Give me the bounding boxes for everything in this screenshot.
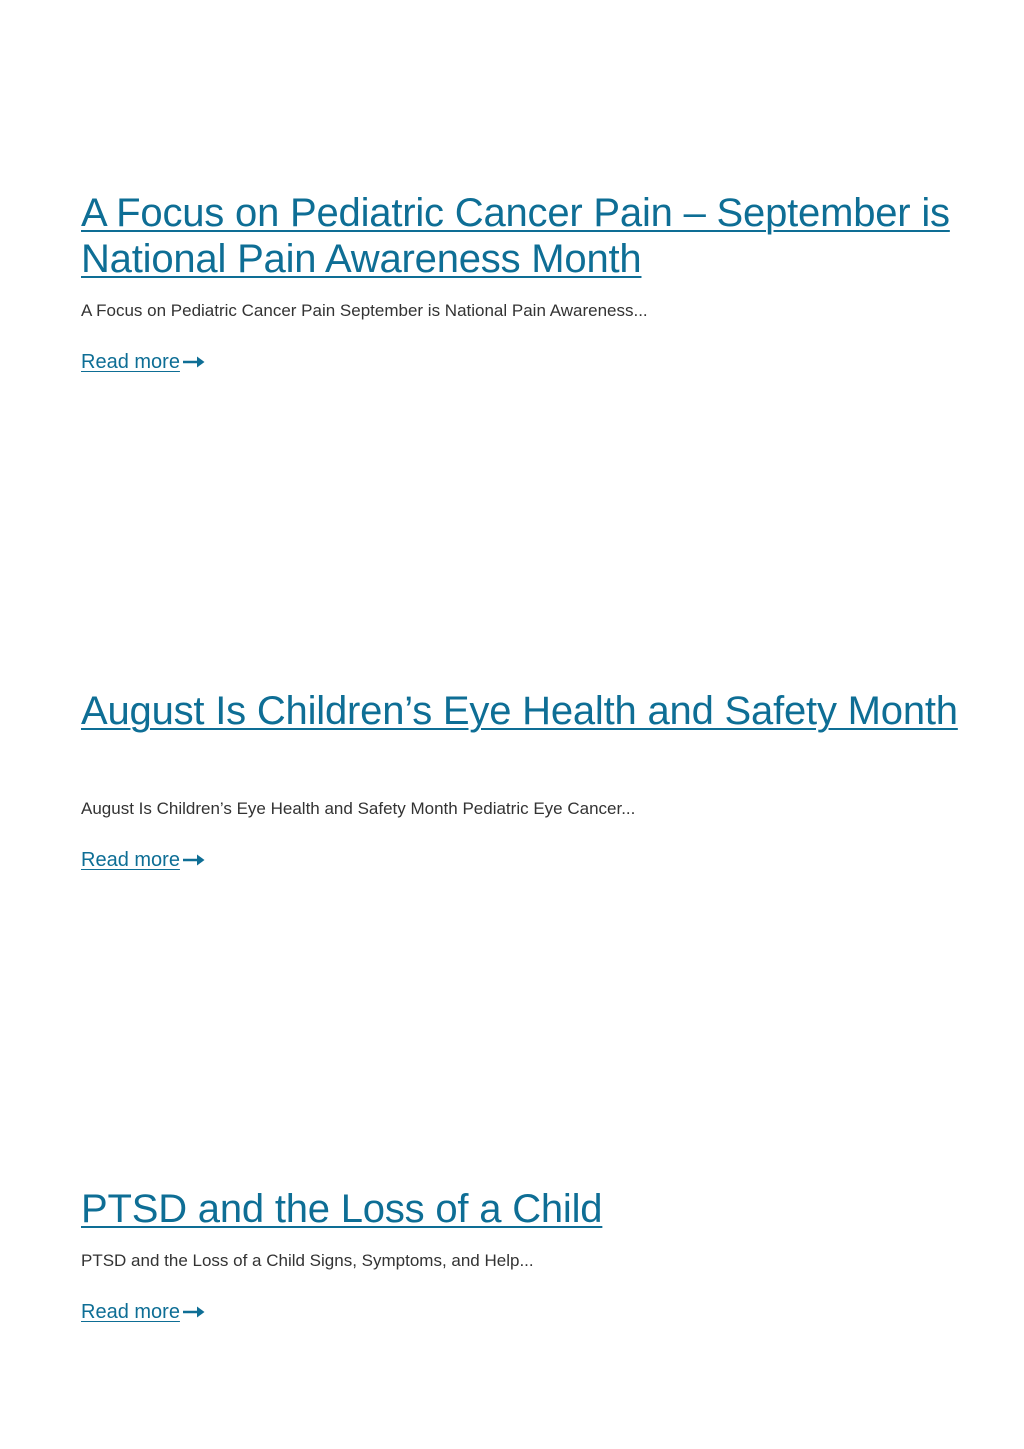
read-more-label: Read more xyxy=(81,849,180,871)
post-card xyxy=(81,190,981,373)
post-card xyxy=(81,688,981,871)
post-title-link[interactable]: A Focus on Pediatric Cancer Pain – September is National Pain Awareness Month xyxy=(81,191,950,281)
post-excerpt: A Focus on Pediatric Cancer Pain September is National Pain Awareness... xyxy=(81,301,648,320)
read-more-label: Read more xyxy=(81,1301,180,1323)
post-card xyxy=(81,1186,981,1323)
post-title-link[interactable]: PTSD and the Loss of a Child xyxy=(81,1187,603,1231)
read-more-label: Read more xyxy=(81,351,180,373)
read-more-link[interactable] xyxy=(81,848,206,872)
read-more-link[interactable] xyxy=(81,1300,206,1324)
arrow-right-icon xyxy=(182,355,206,369)
arrow-right-icon xyxy=(182,853,206,867)
arrow-right-icon xyxy=(182,1305,206,1319)
post-title-link[interactable]: August Is Children’s Eye Health and Safety Month xyxy=(81,689,958,733)
post-excerpt: August Is Children’s Eye Health and Safety Month Pediatric Eye Cancer... xyxy=(81,799,636,818)
post-excerpt: PTSD and the Loss of a Child Signs, Symptoms, and Help... xyxy=(81,1251,534,1270)
read-more-link[interactable] xyxy=(81,350,206,374)
